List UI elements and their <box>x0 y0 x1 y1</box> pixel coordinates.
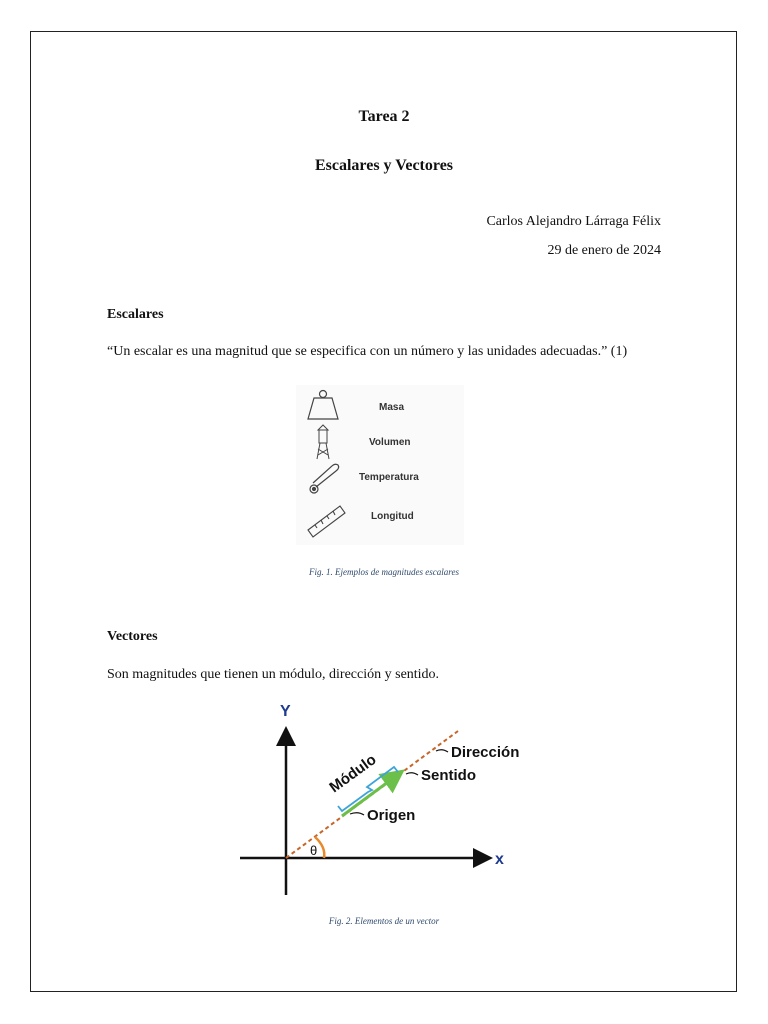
vectores-text: Son magnitudes que tienen un módulo, dirección y sentido. <box>107 667 440 682</box>
origen-label: Origen <box>367 807 416 824</box>
direccion-pointer <box>436 750 448 752</box>
document-title: Tarea 2 <box>358 108 410 125</box>
origen-pointer <box>350 813 364 815</box>
thermometer-icon <box>310 464 339 493</box>
author-name: Carlos Alejandro Lárraga Félix <box>486 214 661 229</box>
section-heading-escalares: Escalares <box>107 307 164 322</box>
figure-vector-elements <box>230 695 540 905</box>
figure-scalar-examples <box>296 385 464 545</box>
scalar-label-masa: Masa <box>379 402 405 413</box>
sentido-label: Sentido <box>421 767 476 784</box>
figure-1-caption: Fig. 1. Ejemplos de magnitudes escalares <box>309 567 459 577</box>
ruler-icon <box>308 506 345 537</box>
direccion-label: Dirección <box>451 744 520 761</box>
document-subtitle: Escalares y Vectores <box>314 157 454 174</box>
angle-label: θ <box>310 843 318 858</box>
escalares-quote: “Un escalar es una magnitud que se especifica con un número y las unidades adecuadas.” (1) <box>107 344 628 359</box>
weight-icon <box>308 391 338 420</box>
scalar-label-longitud: Longitud <box>371 511 414 522</box>
figure-2-caption: Fig. 2. Elementos de un vector <box>328 916 440 926</box>
modulo-label: Módulo <box>326 751 380 797</box>
x-axis-label: x <box>495 851 504 868</box>
sentido-pointer <box>406 773 418 775</box>
section-heading-vectores: Vectores <box>107 629 158 644</box>
water-tower-icon <box>317 425 329 459</box>
y-axis-label: Y <box>280 703 291 720</box>
document-date: 29 de enero de 2024 <box>547 243 661 258</box>
scalar-label-temperatura: Temperatura <box>359 472 419 483</box>
scalar-label-volumen: Volumen <box>369 437 411 448</box>
